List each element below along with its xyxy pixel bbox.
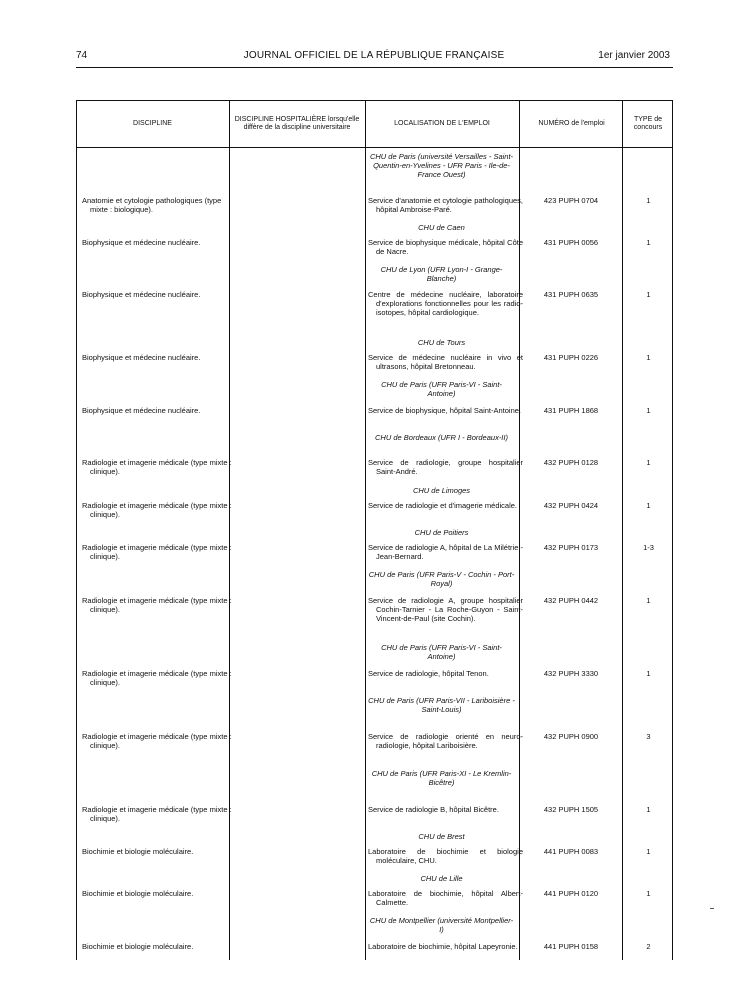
row-location: CHU de Bordeaux (UFR I - Bordeaux-II) [375,433,508,442]
row-discipline: Radiologie et imagerie médicale (type mixte : clinique). [82,669,232,688]
journal-title: JOURNAL OFFICIEL DE LA RÉPUBLIQUE FRANÇAISE [243,50,505,61]
row-location: CHU de Paris (UFR Paris-XI - Le Kremlin-Bicêtre) [371,769,512,788]
column-divider [229,100,230,960]
row-number: 431 PUPH 0226 [543,353,599,362]
row-type: 1 [646,406,651,415]
row-location: CHU de Brest [418,832,465,841]
row-service: Service de radiologie orienté en neuro-radiologie, hôpital Lariboisière. [368,732,523,751]
row-discipline: Biochimie et biologie moléculaire. [82,942,194,951]
row-type: 1 [646,501,651,510]
row-type: 3 [646,732,651,741]
row-number: 423 PUPH 0704 [543,196,599,205]
row-location: CHU de Lille [420,874,463,883]
row-location: CHU de Paris (UFR Paris-VI - Saint-Antoine) [381,380,502,399]
row-type: 1 [646,353,651,362]
row-discipline: Biochimie et biologie moléculaire. [82,889,194,898]
row-number: 432 PUPH 0442 [543,596,599,605]
row-service: Service de radiologie A, hôpital de La Milétrie - Jean-Bernard. [368,543,523,562]
row-number: 431 PUPH 0056 [543,238,599,247]
header-hospital-discipline: DISCIPLINE HOSPITALIÈRE lorsqu'elle diffère de la discipline universitaire [234,115,360,131]
row-number: 441 PUPH 0120 [543,889,599,898]
page-number: 74 [76,50,88,61]
row-location: CHU de Caen [418,223,465,232]
column-divider [365,100,366,960]
row-service: Laboratoire de biochimie et biologie moléculaire, CHU. [368,847,523,866]
row-number: 441 PUPH 0083 [543,847,599,856]
positions-table [76,100,673,960]
row-type: 1 [646,196,651,205]
row-location: CHU de Paris (UFR Paris-VII - Lariboisière - Saint-Louis) [368,696,515,715]
row-type: 1 [646,669,651,678]
row-discipline: Biophysique et médecine nucléaire. [82,353,201,362]
row-type: 1-3 [643,543,654,552]
row-number: 432 PUPH 1505 [543,805,599,814]
table-right-border [672,100,673,960]
row-type: 1 [646,596,651,605]
row-location: CHU de Paris (UFR Paris-VI - Saint-Antoine) [381,643,502,662]
row-service: Service de radiologie, groupe hospitalier Saint-André. [368,458,523,477]
row-number: 432 PUPH 0173 [543,543,599,552]
table-header-border [76,147,673,148]
row-number: 432 PUPH 3330 [543,669,599,678]
row-discipline: Biophysique et médecine nucléaire. [82,290,201,299]
row-service: Laboratoire de biochimie, hôpital Lapeyronie. [368,942,518,951]
header-discipline: DISCIPLINE [133,119,172,127]
row-service: Service d'anatomie et cytologie pathologiques, hôpital Ambroise-Paré. [368,196,523,215]
row-discipline: Biochimie et biologie moléculaire. [82,847,194,856]
row-service: Service de radiologie A, groupe hospitalier Cochin-Tarnier - La Roche-Guyon - Saint-Vincent-de-Paul (site Cochin). [368,596,523,624]
row-service: Laboratoire de biochimie, hôpital Albert-Calmette. [368,889,523,908]
header-number: NUMÉRO de l'emploi [538,119,605,127]
row-number: 432 PUPH 0900 [543,732,599,741]
row-location: CHU de Tours [417,338,466,347]
row-discipline: Radiologie et imagerie médicale (type mixte : clinique). [82,805,232,824]
row-type: 1 [646,847,651,856]
row-type: 1 [646,889,651,898]
row-location: CHU de Limoges [412,486,471,495]
row-location: CHU de Montpellier (université Montpellier-I) [369,916,514,935]
row-service: Service de radiologie, hôpital Tenon. [368,669,489,678]
row-type: 1 [646,458,651,467]
row-discipline: Biophysique et médecine nucléaire. [82,406,201,415]
table-left-border [76,100,77,960]
column-divider [519,100,520,960]
row-service: Service de biophysique médicale, hôpital Côte de Nacre. [368,238,523,257]
row-discipline: Anatomie et cytologie pathologiques (type mixte : biologique). [82,196,222,215]
row-service: Service de radiologie B, hôpital Bicêtre. [368,805,499,814]
row-service: Service de médecine nucléaire in vivo et ultrasons, hôpital Bretonneau. [368,353,523,372]
row-service: Service de radiologie et d'imagerie médicale. [368,501,518,510]
row-discipline: Radiologie et imagerie médicale (type mixte : clinique). [82,501,232,520]
row-discipline: Radiologie et imagerie médicale (type mixte : clinique). [82,732,232,751]
header-location: LOCALISATION DE L'EMPLOI [394,119,490,127]
margin-mark [710,908,714,909]
row-number: 432 PUPH 0128 [543,458,599,467]
row-number: 431 PUPH 0635 [543,290,599,299]
row-location: CHU de Paris (UFR Paris-V - Cochin - Port-Royal) [368,570,515,589]
column-divider [622,100,623,960]
row-discipline: Radiologie et imagerie médicale (type mixte : clinique). [82,543,232,562]
row-location: CHU de Lyon (UFR Lyon-I - Grange-Blanche) [380,265,503,284]
row-type: 1 [646,238,651,247]
header-type: TYPE de concours [633,115,663,131]
header-rule [76,67,673,68]
issue-date: 1er janvier 2003 [598,50,670,61]
row-service: Centre de médecine nucléaire, laboratoire d'explorations fonctionnelles pour les radio-isotopes, hôpital cardiologique. [368,290,523,318]
row-discipline: Biophysique et médecine nucléaire. [82,238,201,247]
row-discipline: Radiologie et imagerie médicale (type mixte : clinique). [82,596,232,615]
row-type: 2 [646,942,651,951]
row-type: 1 [646,290,651,299]
row-location: CHU de Poitiers [414,528,469,537]
row-location: CHU de Paris (université Versailles - Saint-Quentin-en-Yvelines - UFR Paris - Ile-de-France Ouest) [369,152,514,180]
row-discipline: Radiologie et imagerie médicale (type mixte : clinique). [82,458,232,477]
row-type: 1 [646,805,651,814]
row-number: 441 PUPH 0158 [543,942,599,951]
row-number: 431 PUPH 1868 [543,406,599,415]
row-number: 432 PUPH 0424 [543,501,599,510]
row-service: Service de biophysique, hôpital Saint-Antoine. [368,406,522,415]
